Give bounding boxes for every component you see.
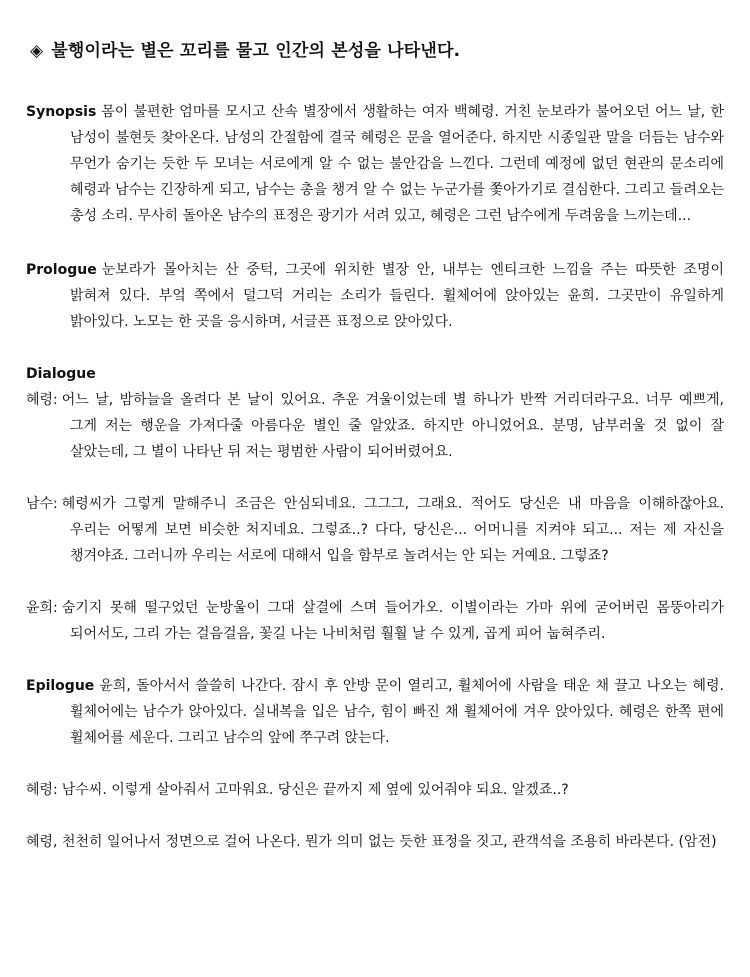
speaker-name: 윤희: [26,600,58,616]
document-title-text: 불행이라는 별은 꼬리를 물고 인간의 본성을 나타낸다. [51,41,461,61]
speaker-name: 남수: [26,496,58,512]
closing-narration: 혜령, 천천히 일어나서 정면으로 걸어 나온다. 뭔가 의미 없는 듯한 표정을 짓고, 관객석을 조용히 바라본다. (암전) [26,834,717,850]
epilogue-label: Epilogue [26,678,95,694]
prologue-text: 눈보라가 몰아치는 산 중턱, 그곳에 위치한 별장 안, 내부는 엔티크한 느낌을 주는 따뜻한 조명이 밝혀져 있다. 부엌 쪽에서 덜그덕 거리는 소리가 들린다. 휠체어에 앉아있는 윤희. 그곳만이 유일하게 밝아있다. 노모는 한 곳을 응시하며, 서글픈 표정으로 앉아있다. [70,262,724,330]
dialogue-line [26,595,724,647]
speaker-name: 혜령: [26,782,58,798]
dialogue-text: 남수씨. 이렇게 살아줘서 고마워요. 당신은 끝까지 제 옆에 있어줘야 되요. 알겠죠..? [61,782,569,798]
dialogue-text: 혜령씨가 그렇게 말해주니 조금은 안심되네요. 그그그, 그래요. 적어도 당신은 내 마음을 이해하잖아요. 우리는 어떻게 보면 비슷한 처지네요. 그렇죠..? 다다, 당신은... 어머니를 지켜야 되고... 저는 제 자신을 챙겨야죠. 그러니까 우리는 서로에 대해서 입을 함부로 놀려서는 안 되는 거예요. 그렇죠? [61,496,724,564]
dialogue-text: 숨기지 못해 떨구었던 눈방울이 그대 살결에 스며 들어가오. 이별이라는 가마 위에 굳어버린 몸뚱아리가 되어서도, 그리 가는 걸음걸음, 꽃길 나는 나비처럼 훨훨 날 수 있게, 곱게 피어 눕혀주리. [61,600,724,642]
dialogue-text: 어느 날, 밤하늘을 올려다 본 날이 있어요. 추운 겨울이었는데 별 하나가 반짝 거리더라구요. 너무 예쁘게, 그게 저는 행운을 가져다줄 아름다운 별인 줄 알았죠. 하지만 아니었어요. 분명, 남부러울 것 없이 잘 살았는데, 그 별이 나타난 뒤 저는 평범한 사람이 되어버렸어요. [61,392,724,460]
dialogue-heading: Dialogue [26,366,96,382]
prologue-section [26,257,724,335]
epilogue-text: 윤희, 돌아서서 쓸쓸히 나간다. 잠시 후 안방 문이 열리고, 휠체어에 사람을 태운 채 끌고 나오는 혜령. 휠체어에는 남수가 앉아있다. 실내복을 입은 남수, 힘이 빠진 채 휠체어에 겨우 앉아있다. 혜령은 한쪽 편에 휠체어를 세운다. 그리고 남수의 앞에 쭈구려 앉는다. [70,678,724,746]
synopsis-text: 몸이 불편한 엄마를 모시고 산속 별장에서 생활하는 여자 백혜령. 거친 눈보라가 불어오던 어느 날, 한 남성이 불현듯 찾아온다. 남성의 간절함에 결국 혜령은 문을 열어준다. 하지만 시종일관 말을 더듬는 남수와 무언가 숨기는 듯한 두 모녀는 서로에게 알 수 없는 불안감을 느낀다. 그런데 예정에 없던 현관의 문소리에 혜령과 남수는 긴장하게 되고, 남수는 총을 챙겨 알 수 없는 누군가를 쫓아가기로 결심한다. 그리고 들려오는 총성 소리. 무사히 돌아온 남수의 표정은 광기가 서려 있고, 혜령은 그런 남수에게 두려움을 느끼는데... [70,104,724,224]
synopsis-section [26,99,724,229]
synopsis-label: Synopsis [26,104,97,120]
epilogue-section [26,673,724,751]
dialogue-line [26,491,724,569]
closing-dialogue-line [26,777,724,803]
speaker-name: 혜령: [26,392,58,408]
diamond-marker-icon: ◈ [30,41,44,61]
dialogue-line [26,387,724,465]
prologue-label: Prologue [26,262,97,278]
document-title [30,36,724,61]
